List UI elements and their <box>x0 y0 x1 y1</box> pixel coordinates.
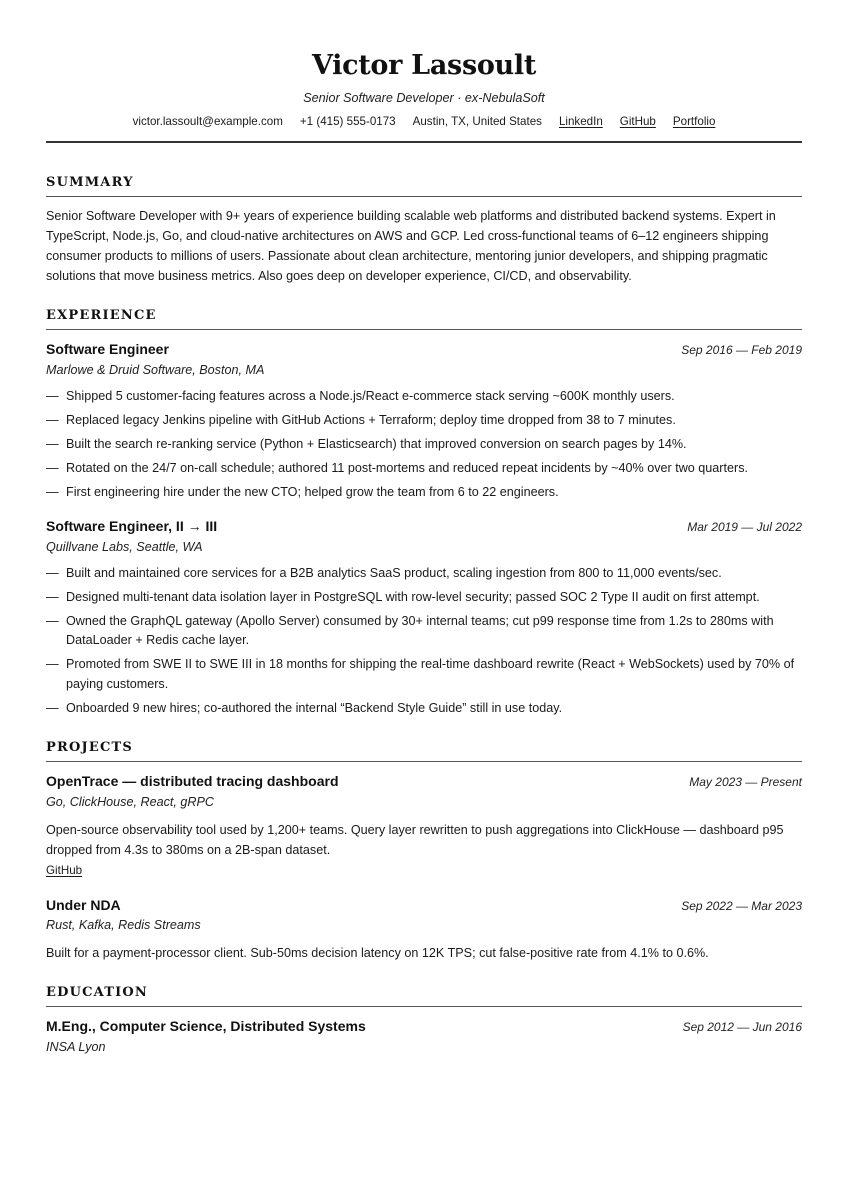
education-section <box>46 983 802 1057</box>
education-degree: M.Eng., Computer Science, Distributed Systems <box>46 1018 366 1035</box>
project-entry <box>46 895 802 964</box>
project-entry <box>46 771 802 880</box>
project-stack: Go, ClickHouse, React, gRPC <box>46 795 214 810</box>
job-bullet: — Promoted from SWE II to SWE III in 18 months for shipping the real-time dashboard rewrite (React + WebSockets) used by 70% of paying customers. <box>46 655 802 694</box>
contact-row <box>46 113 802 131</box>
job-bullets <box>46 564 802 719</box>
job-dates: Sep 2016 — Feb 2019 <box>681 342 802 357</box>
job-header <box>46 339 802 361</box>
education-entry <box>46 1016 802 1057</box>
project-stack: Rust, Kafka, Redis Streams <box>46 918 201 933</box>
linkedin-link[interactable]: LinkedIn <box>558 114 603 128</box>
project-header <box>46 771 802 793</box>
github-link[interactable]: GitHub <box>619 114 656 128</box>
contact-email[interactable]: victor.lassoult@example.com <box>132 114 283 128</box>
job-bullet: — Rotated on the 24/7 on-call schedule; authored 11 post-mortems and reduced repeat incidents by ~40% over two quarters. <box>46 459 802 479</box>
candidate-tagline: Senior Software Developer · ex-NebulaSoft <box>303 91 545 106</box>
job-bullets <box>46 387 802 503</box>
summary-section <box>46 173 802 286</box>
education-dates: Sep 2012 — Jun 2016 <box>682 1020 802 1035</box>
job-role: Software Engineer <box>46 340 169 357</box>
education-school: INSA Lyon <box>46 1040 106 1055</box>
project-dates: May 2023 — Present <box>689 775 802 790</box>
portfolio-link[interactable]: Portfolio <box>672 114 716 128</box>
job-company: Marlowe & Druid Software, Boston, MA <box>46 362 265 377</box>
project-dates: Sep 2022 — Mar 2023 <box>681 898 802 913</box>
experience-section <box>46 306 802 719</box>
job-header <box>46 516 802 538</box>
job-bullet: — Owned the GraphQL gateway (Apollo Server) consumed by 30+ internal teams; cut p99 response time from 1.2s to 280ms with DataLoader + Redis cache layer. <box>46 612 802 651</box>
summary-text: Senior Software Developer with 9+ years of experience building scalable web platforms and distributed backend systems. Expert in TypeScript, Node.js, Go, and cloud-native architectures on AWS and GCP. Led cross-functional teams of 6–12 engineers shipping consumer products to millions of users. Passionate about clean architecture, mentoring junior developers, and shipping pragmatic solutions that move business metrics. Also goes deep on developer experience, CI/CD, and observability. <box>46 208 776 283</box>
job-bullet: — First engineering hire under the new CTO; helped grow the team from 6 to 22 engineers. <box>46 483 802 503</box>
job-role: Software Engineer, II → III <box>46 518 218 534</box>
project-header <box>46 895 802 917</box>
project-name: OpenTrace — distributed tracing dashboard <box>46 773 339 790</box>
job-entry <box>46 339 802 502</box>
job-bullet: — Built the search re-ranking service (Python + Elasticsearch) that improved conversion on search pages by 14%. <box>46 435 802 455</box>
job-bullet: — Designed multi-tenant data isolation layer in PostgreSQL with row-level security; passed SOC 2 Type II audit on first attempt. <box>46 588 802 608</box>
job-dates: Mar 2019 — Jul 2022 <box>687 520 802 534</box>
project-github-link[interactable]: GitHub <box>46 864 83 878</box>
project-description: Built for a payment-processor client. Sub-50ms decision latency on 12K TPS; cut false-positive rate from 4.1% to 0.6%. <box>46 946 709 961</box>
contact-location: Austin, TX, United States <box>412 114 542 128</box>
projects-section <box>46 738 802 963</box>
projects-heading: PROJECTS <box>46 738 802 762</box>
project-name: Under NDA <box>46 896 121 913</box>
project-description: Open-source observability tool used by 1,200+ teams. Query layer rewritten to push aggregations into ClickHouse — dashboard p95 dropped from 4.3s to 380ms on a 2B-span dataset. <box>46 823 784 858</box>
header-divider <box>46 141 802 143</box>
candidate-name: Victor Lassoult <box>311 50 537 81</box>
experience-heading: EXPERIENCE <box>46 306 802 330</box>
contact-phone: +1 (415) 555-0173 <box>299 114 396 128</box>
job-bullet: — Shipped 5 customer-facing features across a Node.js/React e-commerce stack serving ~600K monthly users. <box>46 387 802 407</box>
job-bullet: — Replaced legacy Jenkins pipeline with GitHub Actions + Terraform; deploy time dropped from 38 to 7 minutes. <box>46 411 802 431</box>
job-bullet: — Built and maintained core services for a B2B analytics SaaS product, scaling ingestion from 800 to 11,000 events/sec. <box>46 564 802 584</box>
job-entry <box>46 516 802 718</box>
education-heading: EDUCATION <box>46 983 802 1007</box>
resume-header <box>46 0 802 143</box>
job-bullet: — Onboarded 9 new hires; co-authored the internal “Backend Style Guide” still in use today. <box>46 699 802 719</box>
job-company: Quillvane Labs, Seattle, WA <box>46 539 203 554</box>
summary-heading: SUMMARY <box>46 173 802 197</box>
education-header <box>46 1016 802 1038</box>
